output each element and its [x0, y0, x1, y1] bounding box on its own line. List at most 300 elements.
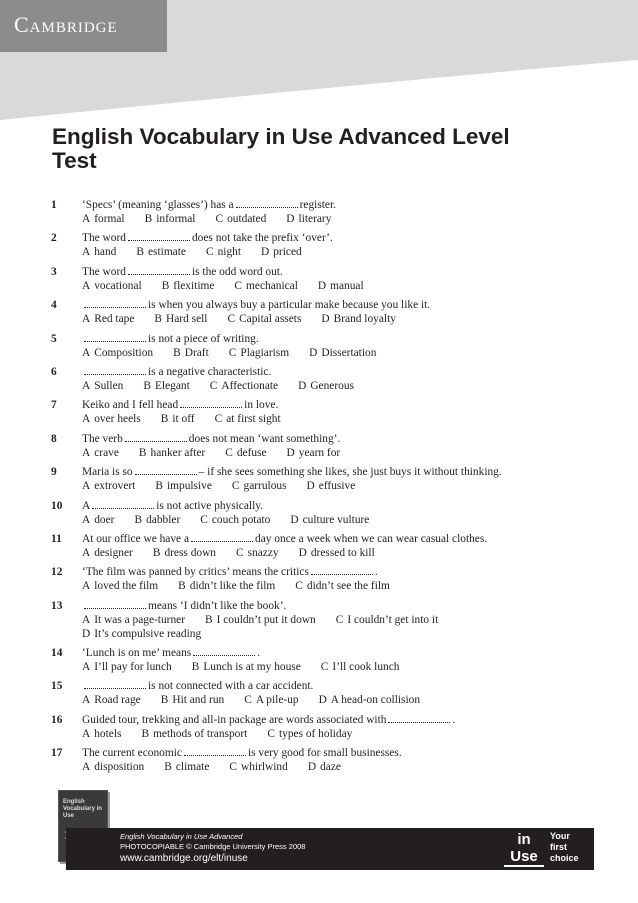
stem-text: The current economic [82, 747, 182, 760]
question-number: 15 [51, 680, 63, 693]
answer-blank [191, 533, 253, 542]
option-text: daze [320, 761, 341, 774]
question-item [51, 532, 611, 560]
answer-option [82, 479, 135, 493]
option-letter: D [306, 480, 315, 493]
option-letter: D [82, 627, 91, 640]
question-stem [82, 713, 611, 727]
option-letter: C [234, 279, 243, 292]
option-letter: D [298, 546, 307, 559]
option-text: flexitime [173, 279, 215, 292]
option-text: climate [175, 761, 210, 774]
stem-text: is very good for small businesses. [247, 747, 402, 760]
answer-option [210, 379, 278, 393]
answer-option [321, 660, 400, 674]
question-number: 17 [51, 747, 63, 760]
answer-blank [84, 600, 146, 609]
option-letter: C [228, 346, 237, 359]
answer-option [286, 212, 331, 226]
stem-text: ‘The film was panned by critics’ means the critics [82, 566, 309, 579]
option-text: Hit and run [172, 694, 225, 707]
option-text: manual [330, 279, 364, 292]
footer-url-link[interactable]: www.cambridge.org/elt/inuse [120, 853, 248, 864]
tagline [550, 831, 579, 864]
answer-options [82, 513, 611, 527]
answer-option [82, 379, 123, 393]
page-title: English Vocabulary in Use Advanced Level Test [52, 124, 510, 173]
option-letter: C [209, 379, 218, 392]
answer-options [82, 346, 611, 360]
option-text: Hard sell [166, 313, 208, 326]
answer-option [161, 412, 195, 426]
answer-option [225, 446, 266, 460]
option-letter: C [229, 761, 237, 774]
answer-option [234, 279, 297, 293]
question-stem [82, 532, 611, 546]
option-text: dressed to kill [310, 546, 375, 559]
option-text: didn’t like the film [189, 580, 276, 593]
answer-options [82, 279, 611, 293]
option-text: designer [94, 546, 133, 559]
question-stem [82, 332, 611, 346]
question-number: 7 [51, 399, 57, 412]
question-stem [82, 565, 611, 579]
option-letter: C [214, 413, 223, 426]
option-letter: A [82, 446, 91, 459]
option-text: Draft [184, 346, 209, 359]
answer-option [82, 693, 141, 707]
option-letter: A [82, 761, 91, 774]
answer-option [82, 627, 201, 641]
answer-options [82, 212, 611, 226]
answer-option [82, 212, 125, 226]
option-text: Lunch is at my house [203, 661, 301, 674]
answer-options [82, 760, 611, 774]
option-text: it off [172, 413, 195, 426]
option-letter: A [82, 246, 91, 259]
option-text: disposition [94, 761, 145, 774]
option-letter: A [82, 313, 91, 326]
stem-text: is when you always buy a particular make because you like it. [148, 299, 431, 312]
answer-option [200, 513, 270, 527]
option-letter: C [200, 513, 208, 526]
stem-text: Guided tour, trekking and all-in package are words associated with [82, 713, 387, 726]
stem-text: is a negative characteristic. [148, 365, 272, 378]
option-text: Generous [310, 379, 354, 392]
option-letter: A [82, 513, 91, 526]
stem-text: At our office we have a [82, 532, 190, 545]
question-stem [82, 646, 611, 660]
question-item [51, 332, 611, 360]
option-text: Elegant [154, 379, 190, 392]
question-number: 4 [51, 299, 57, 312]
question-number: 16 [51, 713, 63, 726]
answer-option [229, 760, 287, 774]
answer-option [136, 245, 186, 259]
answer-option [154, 312, 207, 326]
option-letter: C [215, 213, 224, 225]
question-item [51, 499, 611, 527]
option-text: whirlwind [241, 761, 288, 774]
option-text: loved the film [94, 580, 159, 593]
option-letter: D [286, 446, 295, 459]
answer-option [173, 346, 209, 360]
option-text: A pile-up [255, 694, 299, 707]
option-text: I couldn’t get into it [347, 613, 439, 626]
answer-blank [236, 199, 298, 208]
answer-option [318, 279, 364, 293]
stem-text: The verb [82, 432, 123, 445]
answer-option [141, 727, 247, 741]
option-text: informal [156, 213, 196, 225]
question-item [51, 679, 611, 707]
answer-option [82, 346, 153, 360]
option-letter: D [321, 313, 330, 326]
footer-bar [66, 828, 594, 870]
answer-option [227, 312, 301, 326]
answer-options [82, 546, 611, 560]
in-use-badge [504, 831, 544, 867]
option-letter: A [82, 480, 91, 493]
answer-option [308, 760, 341, 774]
option-letter: B [173, 346, 181, 359]
answer-option [153, 546, 216, 560]
question-number: 8 [51, 432, 57, 445]
option-letter: C [236, 546, 244, 559]
option-letter: B [160, 694, 169, 707]
option-letter: D [309, 346, 318, 359]
answer-blank [184, 747, 246, 756]
option-letter: C [320, 661, 329, 674]
answer-option [82, 312, 134, 326]
option-text: snazzy [247, 546, 279, 559]
answer-option [82, 546, 133, 560]
answer-option [295, 579, 390, 593]
question-item [51, 298, 611, 326]
option-text: mechanical [246, 279, 298, 292]
question-number: 14 [51, 647, 63, 660]
answer-blank [193, 647, 255, 656]
answer-option [134, 513, 180, 527]
option-letter: B [138, 446, 147, 459]
question-number: 10 [51, 499, 63, 512]
option-letter: B [205, 613, 213, 626]
answer-option [82, 513, 114, 527]
answer-options [82, 613, 611, 627]
answer-options [82, 627, 611, 641]
footer-copyright: PHOTOCOPIABLE © Cambridge University Press 2008 [120, 842, 306, 851]
option-text: vocational [94, 279, 142, 292]
option-letter: C [205, 246, 214, 259]
option-letter: B [178, 580, 186, 593]
question-stem [82, 398, 611, 412]
answer-blank [84, 680, 146, 689]
stem-text: Maria is so [82, 466, 133, 479]
option-text: Sullen [94, 379, 124, 392]
question-item [51, 265, 611, 293]
answer-option [299, 546, 375, 560]
stem-text: in love. [244, 399, 279, 412]
option-letter: A [82, 613, 91, 626]
option-text: didn’t see the film [306, 580, 390, 593]
question-item [51, 231, 611, 259]
option-letter: B [134, 513, 143, 526]
answer-blank [311, 566, 373, 575]
option-letter: C [295, 580, 303, 593]
question-number: 11 [51, 532, 62, 545]
answer-blank [92, 500, 154, 509]
option-letter: D [307, 761, 317, 774]
answer-options [82, 312, 611, 326]
answer-options [82, 245, 611, 259]
option-text: estimate [148, 246, 186, 259]
answer-options [82, 412, 611, 426]
option-letter: A [82, 379, 91, 392]
answer-option [82, 579, 158, 593]
answer-option [236, 546, 279, 560]
option-letter: B [143, 379, 151, 392]
badge-use: Use [504, 848, 544, 865]
answer-option [309, 346, 376, 360]
question-stem [82, 298, 611, 312]
footer-book-title: English Vocabulary in Use Advanced [120, 832, 243, 841]
option-letter: A [82, 580, 91, 593]
answer-blank [128, 232, 190, 241]
option-letter: B [164, 761, 172, 774]
answer-blank [84, 299, 146, 308]
answer-option [206, 245, 241, 259]
option-text: Capital assets [239, 313, 302, 326]
answer-options [82, 379, 611, 393]
question-stem [82, 746, 611, 760]
option-letter: C [227, 313, 236, 326]
answer-option [82, 245, 116, 259]
question-number: 2 [51, 232, 57, 245]
option-text: I couldn’t put it down [216, 613, 316, 626]
option-text: Plagiarism [240, 346, 290, 359]
answer-option [215, 412, 281, 426]
answer-options [82, 693, 611, 707]
stem-text: is not a piece of writing. [148, 332, 259, 345]
answer-options [82, 579, 611, 593]
option-letter: B [136, 246, 144, 259]
book-cover-title: English Vocabulary in Use [63, 799, 102, 819]
answer-option [143, 379, 189, 393]
question-stem [82, 365, 611, 379]
stem-text: . [257, 647, 261, 660]
option-text: Composition [94, 346, 154, 359]
question-item [51, 746, 611, 774]
question-item [51, 565, 611, 593]
answer-option [82, 760, 144, 774]
stem-text: . [374, 566, 378, 579]
option-text: A head-on collision [330, 694, 421, 707]
footer-text [120, 832, 305, 866]
question-number: 12 [51, 566, 63, 579]
stem-text: The word [82, 265, 126, 278]
question-stem [82, 499, 611, 513]
option-text: defuse [236, 446, 267, 459]
option-text: dabbler [146, 513, 181, 526]
option-text: hanker after [150, 446, 206, 459]
stem-text: does not mean ‘want something’. [188, 432, 341, 445]
stem-text: is the odd word out. [191, 265, 283, 278]
option-text: garrulous [243, 480, 287, 493]
answer-option [229, 346, 289, 360]
answer-options [82, 660, 611, 674]
answer-options [82, 479, 611, 493]
answer-option [82, 412, 141, 426]
option-text: impulsive [166, 480, 212, 493]
option-letter: A [82, 694, 91, 707]
answer-option [215, 212, 266, 226]
question-stem [82, 231, 611, 245]
stem-text: – if she sees something she likes, she just buys it without thinking. [198, 466, 502, 479]
option-text: outdated [227, 213, 267, 225]
answer-option [192, 660, 301, 674]
answer-option [164, 760, 209, 774]
option-text: It was a page-turner [94, 613, 185, 626]
option-letter: C [231, 480, 240, 493]
option-letter: D [298, 379, 307, 392]
option-text: Dissertation [321, 346, 377, 359]
option-text: literary [298, 213, 332, 225]
option-letter: A [82, 346, 91, 359]
option-text: I’ll pay for lunch [94, 661, 172, 674]
answer-options [82, 727, 611, 741]
question-stem [82, 465, 611, 479]
answer-option [82, 613, 185, 627]
answer-option [287, 446, 341, 460]
option-text: over heels [94, 413, 141, 426]
stem-text: ‘Specs’ (meaning ‘glasses’) has a [82, 199, 234, 211]
answer-option [205, 613, 316, 627]
answer-option [232, 479, 287, 493]
option-text: formal [94, 213, 125, 225]
option-letter: B [191, 661, 200, 674]
stem-text: day once a week when we can wear casual clothes. [255, 532, 488, 545]
question-item [51, 365, 611, 393]
option-text: It’s compulsive reading [94, 627, 202, 640]
option-letter: C [267, 727, 275, 740]
question-stem [82, 599, 611, 613]
option-text: extrovert [94, 480, 136, 493]
question-item [51, 646, 611, 674]
answer-blank [388, 714, 450, 723]
option-letter: C [244, 694, 252, 707]
question-item [51, 465, 611, 493]
option-letter: A [82, 546, 91, 559]
question-item [51, 198, 611, 226]
answer-option [321, 312, 396, 326]
stem-text: does not take the prefix ‘over’. [191, 232, 333, 245]
answer-blank [84, 366, 146, 375]
answer-option [319, 693, 420, 707]
option-text: types of holiday [278, 727, 353, 740]
answer-option [261, 245, 302, 259]
question-item [51, 599, 611, 641]
question-number: 5 [51, 332, 57, 345]
question-item [51, 713, 611, 741]
option-text: crave [94, 446, 119, 459]
option-letter: D [290, 513, 299, 526]
option-letter: B [141, 727, 150, 740]
option-letter: B [155, 480, 163, 493]
answer-option [267, 727, 352, 741]
option-text: couch potato [211, 513, 271, 526]
option-text: at first sight [226, 413, 281, 426]
question-number: 1 [51, 199, 57, 211]
option-letter: B [161, 279, 170, 292]
option-text: priced [273, 246, 302, 259]
answer-option [336, 613, 439, 627]
answer-option [82, 446, 119, 460]
question-stem [82, 265, 611, 279]
answer-option [145, 212, 196, 226]
option-letter: B [154, 313, 163, 326]
option-letter: A [82, 661, 91, 674]
answer-option [290, 513, 369, 527]
option-text: doer [94, 513, 115, 526]
answer-option [155, 479, 212, 493]
stem-text: means ‘I didn’t like the book’. [148, 599, 287, 612]
option-text: hotels [94, 727, 122, 740]
stem-text: register. [299, 199, 336, 211]
stem-text: is not connected with a car accident. [148, 680, 314, 693]
option-letter: A [82, 413, 91, 426]
stem-text: is not active physically. [156, 499, 264, 512]
option-letter: B [152, 546, 161, 559]
tagline-line: first [550, 842, 568, 852]
answer-option [162, 279, 215, 293]
option-text: hand [94, 246, 117, 259]
option-letter: B [160, 413, 169, 426]
option-letter: A [82, 279, 91, 292]
option-text: night [217, 246, 241, 259]
cambridge-logo [0, 0, 167, 52]
question-item [51, 432, 611, 460]
option-text: culture vulture [302, 513, 370, 526]
option-letter: D [318, 694, 327, 707]
question-stem [82, 679, 611, 693]
question-number: 3 [51, 265, 57, 278]
badge-in: in [504, 831, 544, 848]
answer-option [298, 379, 354, 393]
answer-option [161, 693, 225, 707]
option-letter: A [82, 727, 91, 740]
answer-blank [84, 333, 146, 342]
answer-option [139, 446, 205, 460]
option-letter: D [286, 213, 295, 225]
answer-option [82, 727, 121, 741]
question-stem [82, 432, 611, 446]
option-letter: D [317, 279, 327, 292]
question-number: 9 [51, 466, 57, 479]
question-number: 6 [51, 365, 57, 378]
option-letter: B [144, 213, 153, 225]
question-list [51, 198, 611, 780]
option-text: Road rage [94, 694, 141, 707]
logo-text: Cambridge [14, 12, 118, 37]
option-text: Affectionate [221, 379, 279, 392]
option-text: effusive [318, 480, 356, 493]
answer-options [82, 446, 611, 460]
stem-text: The word [82, 232, 126, 245]
answer-option [307, 479, 356, 493]
answer-option [244, 693, 298, 707]
tagline-line: Your [550, 831, 570, 841]
option-letter: A [82, 213, 91, 225]
